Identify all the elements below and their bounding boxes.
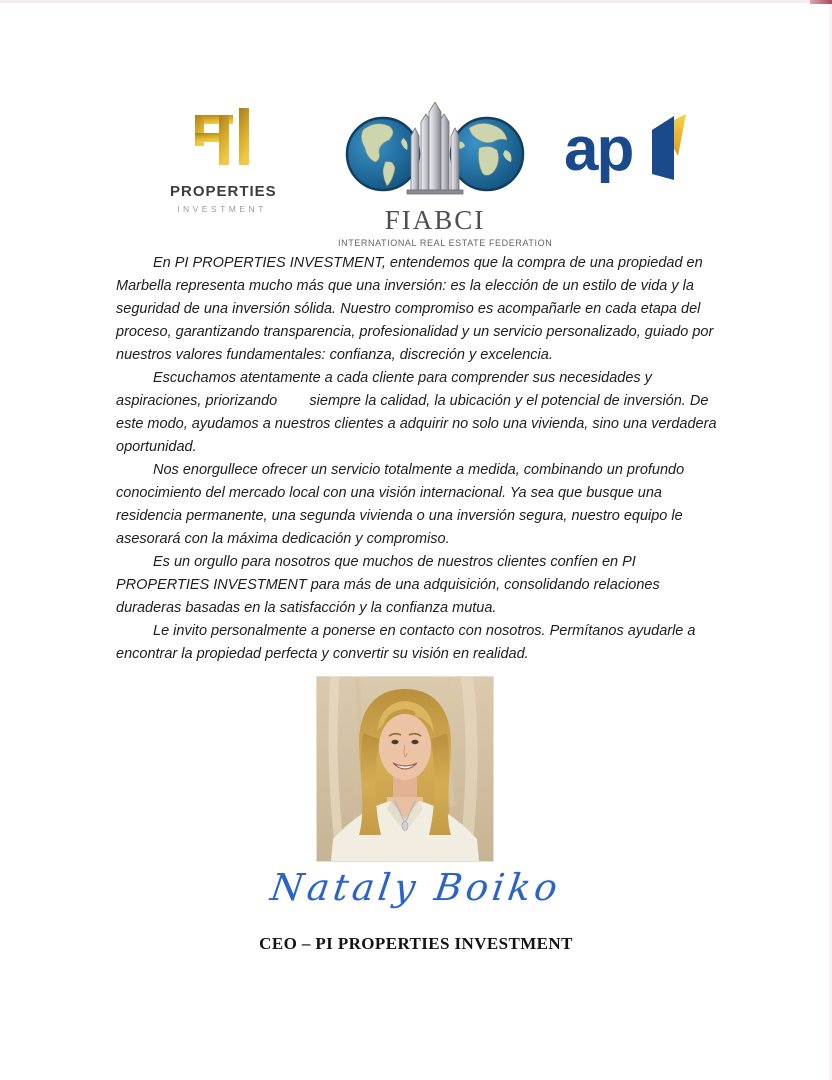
pi-logo-wordmark: PROPERTIES [170,183,277,200]
paragraph-4: Es un orgullo para nosotros que muchos de nuestros clientes confíen en PI PROPERTIES INVESTMENT para más de una adquisición, consolidando relaciones duraderas basadas en la satisfacción y la confianza mutua. [116,554,664,616]
letter-body [116,252,721,666]
api-door-icon [566,115,690,188]
corner-red-mark [810,0,832,4]
svg-text:ap: ap [566,115,633,184]
towers-icon [407,102,463,194]
api-logo [566,114,690,189]
ceo-title-line: CEO – PI PROPERTIES INVESTMENT [259,934,573,953]
paragraph-3: Nos enorgullece ofrecer un servicio totalmente a medida, combinando un profundo conocimiento del mercado local con una visión internacional. Ya sea que busque una residencia permanente, una segunda vivienda o una inversión segura, nuestro equipo le asesorará con la máxima dedicación y compromiso. [116,462,689,547]
fiabci-globes-icon [345,185,525,202]
globe-right-icon [451,118,523,190]
top-edge-strip [0,0,832,3]
fiabci-logo [338,102,553,248]
fiabci-tagline: INTERNATIONAL REAL ESTATE FEDERATION [338,238,553,248]
paragraph-2: Escuchamos atentamente a cada cliente para comprender sus necesidades y aspiraciones, priorizando siempre la calidad, la ubicación y el potencial de inversión. De este modo, ayudamos a nuestros clientes a adquirir no solo una vivienda, sino una verdadera oportunidad. [116,370,721,455]
portrait-photo [316,676,494,862]
globe-left-icon [347,118,419,190]
fiabci-wordmark: FIABCI [384,205,486,235]
paragraph-5: Le invito personalmente a ponerse en contacto con nosotros. Permítanos ayudarle a encontrar la propiedad perfecta y convertir su visión en realidad. [116,623,700,662]
pi-logo-subword: INVESTMENT [177,204,267,214]
signature: Nataly Boiko [268,866,564,909]
pi-monogram-icon [195,155,249,172]
pi-properties-logo [170,108,277,214]
paragraph-1: En PI PROPERTIES INVESTMENT, entendemos que la compra de una propiedad en Marbella representa mucho más que una inversión: es la elección de un estilo de vida y la seguridad de una inversión sólida. Nuestro compromiso es acompañarle en cada etapa del proceso, garantizando transparencia, profesionalidad y un servicio personalizado, guiado por nuestros valores fundamentales: confianza, discreción y excelencia. [116,255,718,363]
